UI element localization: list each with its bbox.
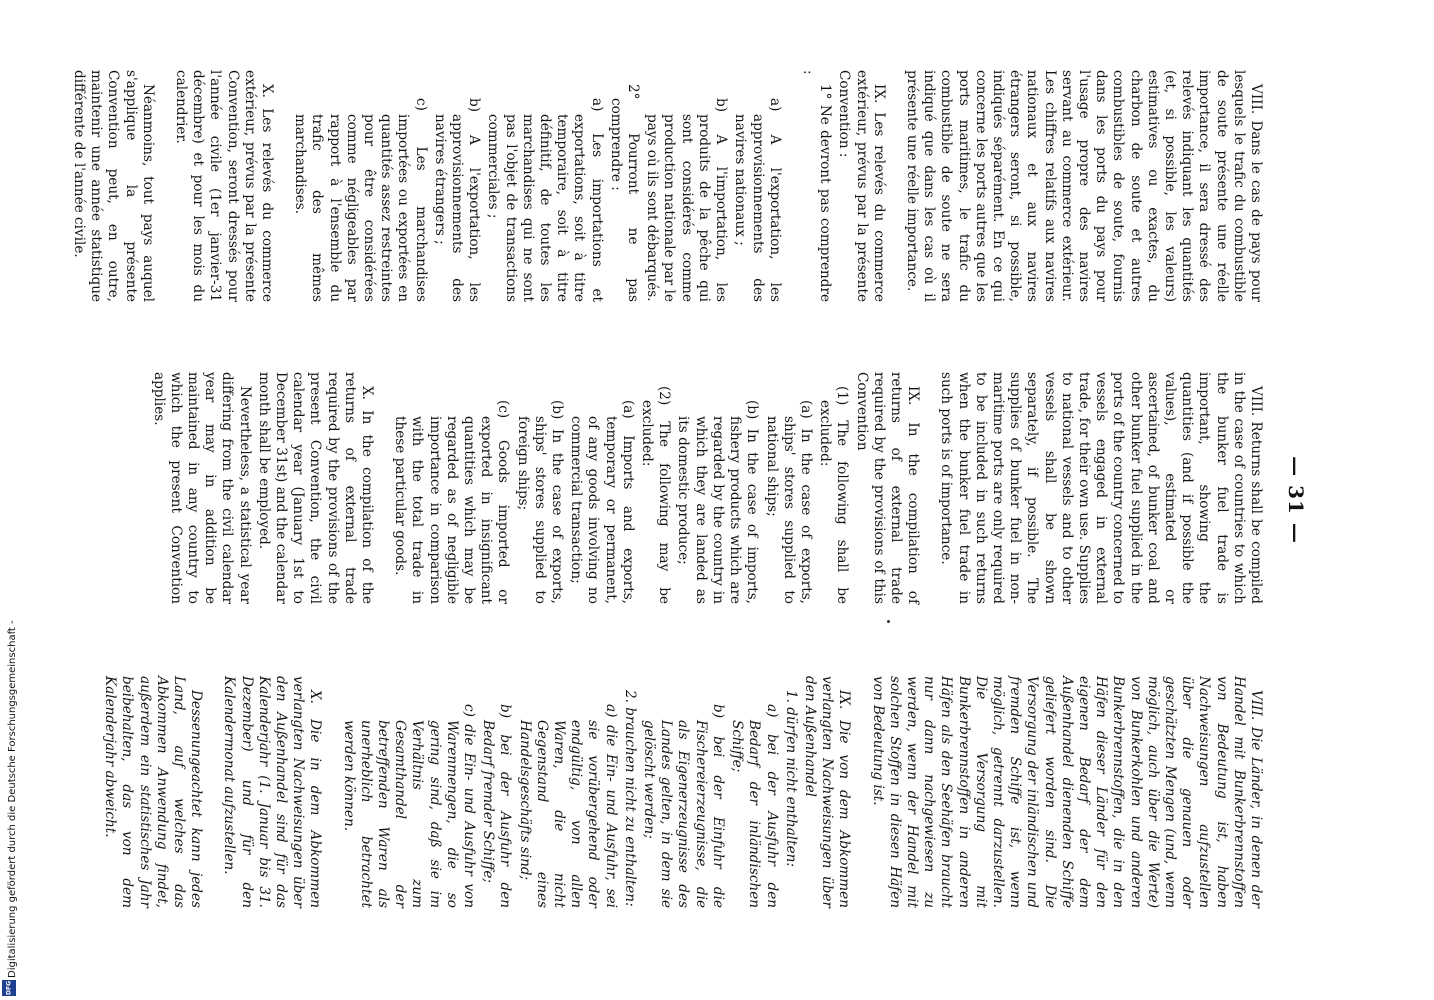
en-ix-1: (1) The following shall be excluded:: [817, 386, 851, 604]
dfg-logo-icon: DFG: [2, 980, 16, 996]
de-article-x-2: Dessenungeachtet kann jedes Land, auf welches das Abkommen Anwendung findet, außerdem ein statistisches Jahr beibehalten, das von dem Kalenderjahr abweicht.: [102, 676, 205, 908]
de-ix-2b: b) bei der Ausfuhr den Bedarf fremder Schiffe;: [480, 704, 514, 908]
de-article-viii: VIII. Die Länder, in denen der Handel mit Bunkerbrennstoffen von Bedeutung ist, haben Nachweisungen aufzustellen über die genauen oder geschätzten Mengen (und, wenn möglich, auch über die Werte) von Bunkerkohlen und anderen Bunkerbrennstoffen, die in den Häfen dieser Länder für den eigenen Bedarf der dem Außenhandel dienenden Schiffe geliefert worden sind. Die Versorgung der inländischen und fremden Schiffe ist, wenn möglich, getrennt darzustellen. Die Versorgung mit Bunkerbrennstoffen in anderen Häfen als den Seehäfen braucht nur dann nachgewiesen zu werden, wenn der Handel mit solchen Stoffen in diesen Häfen von Bedeutung ist.: [869, 676, 1264, 908]
de-article-ix-intro: IX. Die von dem Abkommen verlangten Nachweisungen über den Außenhandel: [801, 676, 853, 908]
de-ix-1: 1. dürfen nicht enthalten:: [782, 690, 799, 867]
en-ix-1b: (b) In the case of imports, fishery products which are regarded by the country in which they are landed as its domestic produce;: [675, 400, 761, 604]
fr-ix-2b: b) A l'exportation, les approvisionnements des navires étrangers ;: [431, 98, 483, 302]
french-column: [68, 70, 1264, 302]
fr-ix-1: 1° Ne devront pas comprendre :: [799, 70, 834, 302]
de-ix-2a: a) die Ein- und Ausfuhr, sei sie vorübergehend oder endgültig, von allen Waren, die nicht Gegenstand eines Handelsgeschäfts sind;: [516, 704, 619, 908]
fr-ix-2: 2° Pourront ne pas comprendre :: [607, 84, 642, 302]
en-article-viii: VIII. Returns shall be compiled in the case of countries to which the bunker fuel trade is important, showing the quantities (and if possible the values), estimated or ascertained, of bunker coal and other bunker fuel supplied in the ports of the country concerned to vessels engaged in external trade, for their own use. Supplies to national vessels and to other vessels shall be shown separately, if possible. The supplies of bunker fuel in non-maritime ports are only required to be included in such returns when the bunker fuel trade in such ports is of importance.: [938, 372, 1264, 604]
de-ix-2: 2. brauchen nicht zu enthalten:: [621, 690, 638, 907]
de-ix-2c: c) die Ein- und Ausfuhr von Warenmengen, die so gering sind, daß sie im Verhältnis zum Gesamthandel der betreffenden Waren als unerheblich betrachtet werden können.: [340, 704, 478, 908]
fr-ix-1a: a) A l'exportation, les approvisionnements des navires nationaux ;: [732, 98, 783, 302]
fr-article-x-2: Néanmoins, tout pays auquel s'applique la présente Convention peut, en outre, maintenir une année statistique différente de l'année civile.: [71, 70, 156, 302]
dot-mark: [887, 620, 890, 623]
german-column: [99, 676, 1264, 908]
page-number: — 31 —: [1284, 456, 1308, 544]
en-ix-2c: (c) Goods imported or exported in insignificant quantities which may be regarded as of negligible importance in comparison with the total trade in these particular goods.: [392, 400, 512, 604]
de-ix-1b: b) bei der Einfuhr die Fischereierzeugnisse, die als Eigenerzeugnisse des Landes gelten, in dem sie gelöscht werden;: [641, 704, 726, 908]
en-ix-2: (2) The following may be excluded:: [639, 386, 673, 604]
fr-article-ix-intro: IX. Les relevés du commerce extérieur, prévus par la présente Convention :: [836, 70, 887, 302]
en-article-ix-intro: IX. In the compilation of returns of external trade required by the provisions of this Convention: [853, 372, 922, 604]
english-column: [147, 372, 1264, 604]
fr-ix-2c: c) Les marchandises importées ou exportées en quantités assez restreintes pour être considérées comme négligeables par rapport à l'ensemble du trafic des mêmes marchandises.: [292, 98, 429, 302]
fr-article-viii: VIII. Dans le cas de pays pour lesquels le trafic du combustible de soute présente une réelle importance, il sera dressé des relevés indiquant les quantités (et, si possible, les valeurs) estimatives ou exactes, du charbon de soute et autres combustibles de soute, fournis dans les ports du pays pour l'usage propre des navires servant au commerce extérieur. Les chiffres relatifs aux navires nationaux et aux navires étrangers seront, si possible, indiqués séparément. En ce qui concerne les ports autres que les ports maritimes, le trafic du combustible de soute ne sera indiqué que dans les cas où il présente une réelle importance.: [903, 70, 1264, 302]
en-ix-2b: (b) In the case of exports, ships' stores supplied to foreign ships;: [514, 400, 566, 604]
fr-ix-2a: a) Les importations et exportations, soit à titre temporaire, soit à titre définitif, de toutes les marchandises qui ne sont pas l'objet de transactions commerciales ;: [485, 98, 605, 302]
digitization-credit: Digitalisierung gefördert durch die Deutsche Forschungsgemeinschaft -: [7, 620, 18, 978]
en-ix-2a: (a) Imports and exports, temporary or permanent, of any goods involving no commercial transaction;: [568, 400, 636, 604]
de-ix-1a: a) bei der Ausfuhr den Bedarf der inländischen Schiffe;: [729, 704, 780, 908]
en-article-x: X. In the compilation of the returns of external trade required by the provisions of the present Convention, the civil calendar year (January 1st to December 31st) and the calendar month shall be employed.: [255, 372, 376, 604]
en-article-x-2: Nevertheless, a statistical year differing from the civil calendar year may in addition be maintained in any country to which the present Convention applies.: [150, 372, 253, 604]
fr-ix-1b: b) A l'importation, les produits de la pêche qui sont considérés comme production nationale par le pays où ils sont débarqués.: [644, 98, 730, 302]
fr-article-x: X. Les relevés du commerce extérieur, prévus par la présente Convention, seront dressés pour l'année civile (1er janvier-31 décembre) et pour les mois du calendrier.: [173, 70, 276, 302]
sidebar: [0, 0, 18, 1000]
en-ix-1a: (a) In the case of exports, ships' stores supplied to national ships;: [763, 400, 814, 604]
de-article-x: X. Die in dem Abkommen verlangten Nachweisungen über den Außenhandel sind für das Kalenderjahr (1. Januar bis 31. Dezember) und für den Kalendermonat aufzustellen.: [221, 676, 324, 908]
document-page: [71, 0, 1320, 1000]
